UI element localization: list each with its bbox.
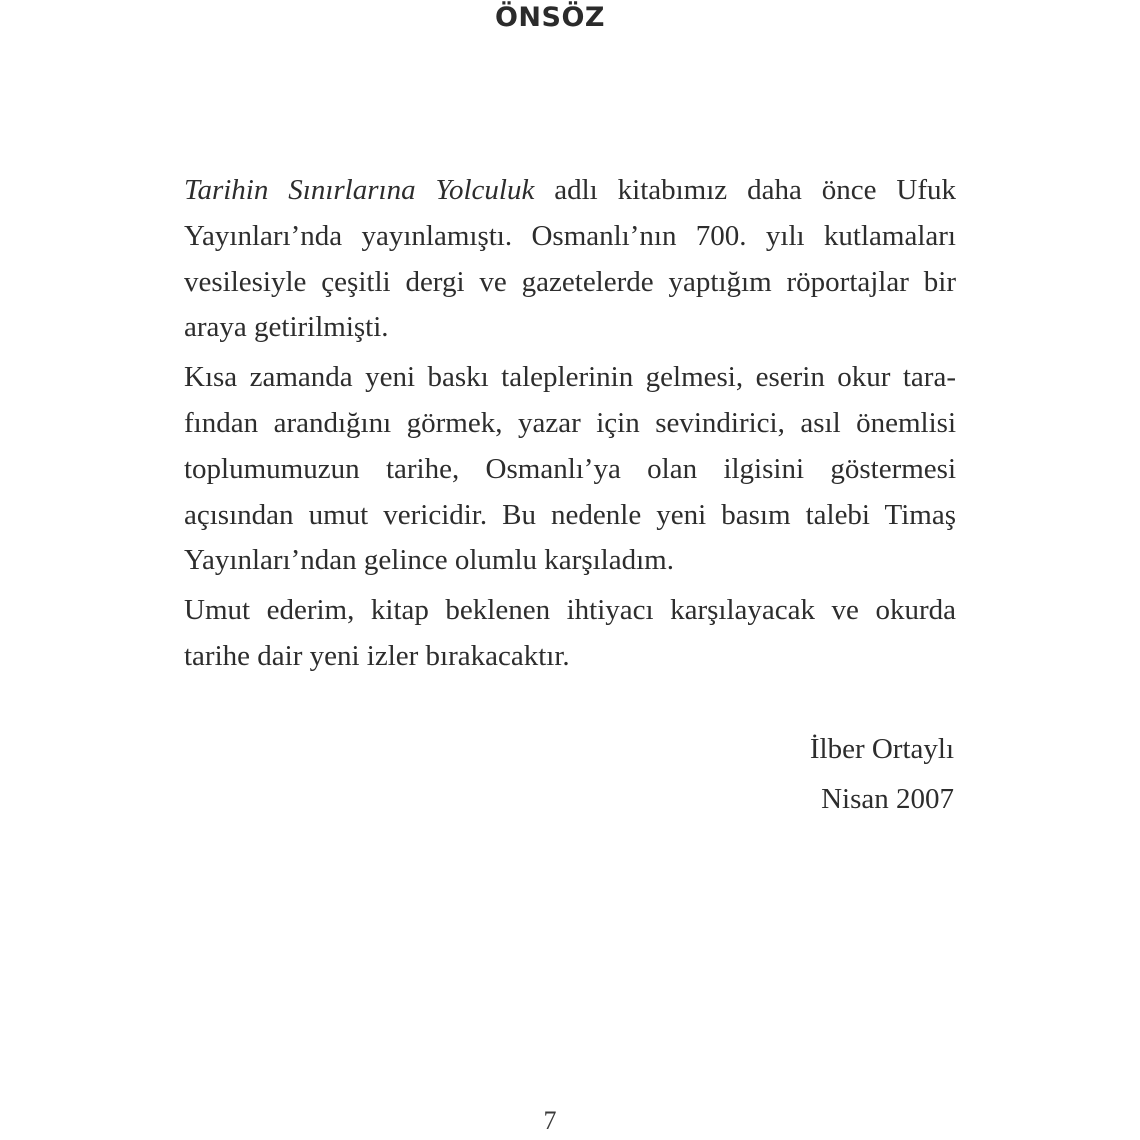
page-heading: ÖNSÖZ xyxy=(494,2,606,33)
paragraph-1-line-1-rest: adlı kitabımız daha önce Ufuk xyxy=(534,174,956,206)
paragraph-3-line-2: tarihe dair yeni izler bırakacaktır. xyxy=(184,639,570,672)
paragraph-2-line-1: Kısa zamanda yeni baskı taleplerinin gelmesi, eserin okur tara- xyxy=(184,361,956,394)
paragraph-2 xyxy=(184,355,956,584)
paragraph-1 xyxy=(184,168,956,351)
paragraph-3-line-1: Umut ederim, kitap beklenen ihtiyacı karşılayacak ve okurda xyxy=(184,594,956,627)
paragraph-2-line-4: açısından umut vericidir. Bu nedenle yeni basım talebi Timaş xyxy=(184,498,956,531)
signature-block xyxy=(810,724,954,824)
paragraph-1-line-1 xyxy=(184,168,956,214)
paragraph-3 xyxy=(184,588,956,680)
author-name: İlber Ortaylı xyxy=(809,733,954,765)
page-number: 7 xyxy=(543,1106,557,1135)
paragraph-1-line-4: araya getirilmişti. xyxy=(184,311,389,344)
preface-body xyxy=(184,168,956,680)
book-title: Tarihin Sınırlarına Yolculuk xyxy=(184,174,535,206)
signature-date: Nisan 2007 xyxy=(821,783,954,815)
paragraph-1-line-2: Yayınları’nda yayınlamıştı. Osmanlı’nın 700. yılı kutlamaları xyxy=(184,219,956,252)
paragraph-2-line-2: fından arandığını görmek, yazar için sevindirici, asıl önemlisi xyxy=(184,406,956,439)
paragraph-2-line-5: Yayınları’ndan gelince olumlu karşıladım. xyxy=(184,544,674,577)
paragraph-2-line-3: toplumumuzun tarihe, Osmanlı’ya olan ilgisini göstermesi xyxy=(184,452,956,485)
paragraph-1-line-3: vesilesiyle çeşitli dergi ve gazetelerde yaptığım röportajlar bir xyxy=(184,265,956,298)
